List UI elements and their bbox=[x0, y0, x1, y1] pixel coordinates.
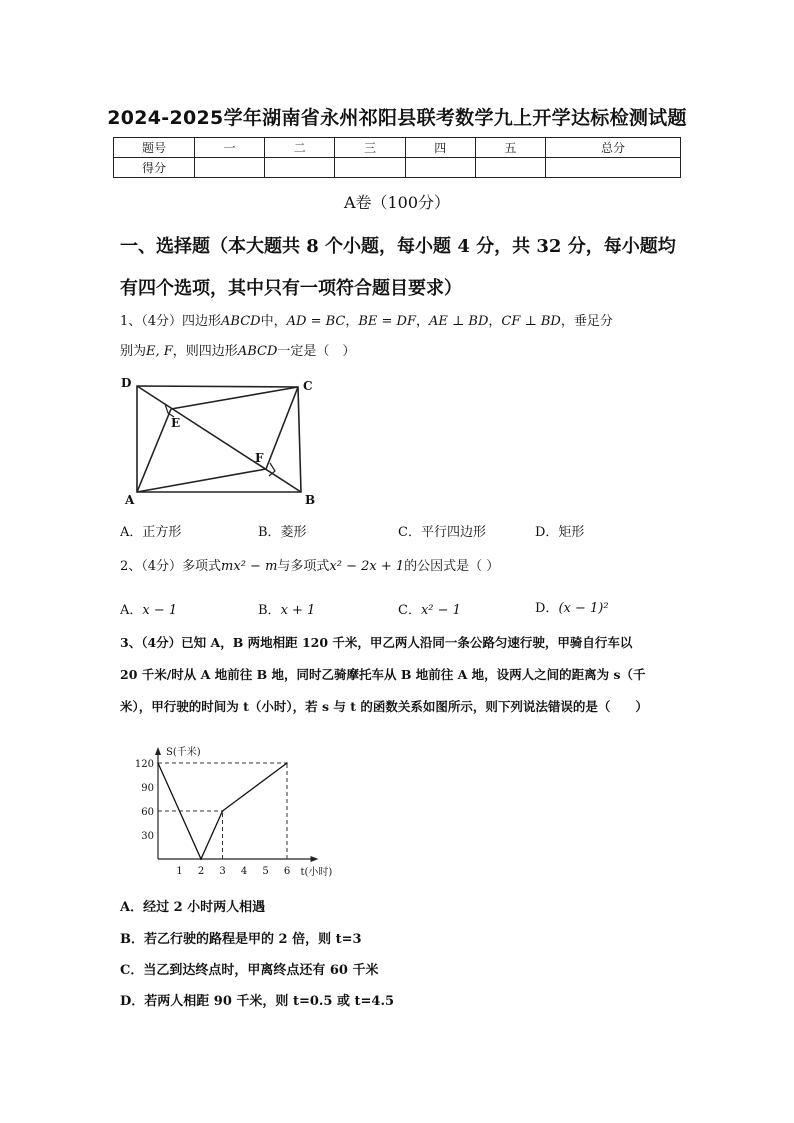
score-input-cell[interactable] bbox=[335, 158, 405, 178]
score-input-cell[interactable] bbox=[546, 158, 681, 178]
score-table bbox=[113, 137, 681, 178]
q2-poly2: x² − 2x + 1 bbox=[329, 559, 405, 574]
y-tick-label: 90 bbox=[141, 783, 154, 794]
q3-option-c[interactable]: C．当乙到达终点时，甲离终点还有 60 千米 bbox=[120, 963, 379, 978]
q1-segment-cf bbox=[266, 387, 298, 469]
y-axis-arrow bbox=[155, 747, 161, 755]
q3-distance-time-chart bbox=[130, 728, 360, 886]
q1-option-b[interactable]: B．菱形 bbox=[258, 525, 307, 540]
q1-label-d: D bbox=[121, 376, 132, 390]
q1-segment-ec bbox=[171, 387, 298, 409]
q2-stem: 2、（4分）多项式mx² − m与多项式x² − 2x + 1的公因式是（ ） bbox=[120, 559, 500, 574]
score-cell: 四 bbox=[405, 138, 475, 158]
q1-label-a: A bbox=[125, 493, 135, 507]
q1-segment-af bbox=[137, 469, 266, 492]
x-tick-label: 6 bbox=[283, 866, 291, 877]
part1-heading-line2: 有四个选项，其中只有一项符合题目要求） bbox=[120, 278, 462, 299]
y-axis-label: S(千米) bbox=[166, 747, 201, 758]
x-tick-label: 2 bbox=[197, 866, 205, 877]
part1-heading-line1: 一、选择题（本大题共 8 个小题，每小题 4 分，共 32 分，每小题均 bbox=[120, 236, 676, 257]
q1-option-c[interactable]: C．平行四边形 bbox=[398, 525, 486, 540]
q2-poly1: mx² − m bbox=[221, 559, 278, 574]
x-tick-label: 5 bbox=[262, 866, 269, 877]
x-axis-label: t(小时) bbox=[300, 867, 333, 878]
page-title: 2024-2025学年湖南省永州祁阳县联考数学九上开学达标检测试题 bbox=[107, 107, 687, 129]
series-point bbox=[200, 858, 202, 860]
y-tick-label: 60 bbox=[141, 807, 154, 818]
q1-label-e: E bbox=[171, 416, 181, 430]
score-input-cell[interactable] bbox=[475, 158, 545, 178]
score-cell: 二 bbox=[265, 138, 335, 158]
q3-line3: 米），甲行驶的时间为 t（小时），若 s 与 t 的函数关系如图所示，则下列说法错误的是（ ） bbox=[120, 699, 648, 714]
q2-option-b[interactable]: B．x + 1 bbox=[258, 603, 316, 618]
q1-line1: 1、（4分）四边形ABCD中，AD = BC，BE = DF，AE ⊥ BD，CF ⊥ BD，垂足分 bbox=[120, 314, 613, 329]
q2-option-c[interactable]: C．x² − 1 bbox=[398, 603, 461, 618]
score-input-cell[interactable] bbox=[405, 158, 475, 178]
q1-line2: 别为E, F，则四边形ABCD一定是（ ） bbox=[120, 344, 356, 359]
q1-label-f: F bbox=[255, 451, 264, 465]
q1-option-a[interactable]: A．正方形 bbox=[120, 525, 182, 540]
series-point bbox=[222, 810, 224, 812]
score-cell: 三 bbox=[335, 138, 405, 158]
score-label: 得分 bbox=[114, 158, 195, 178]
score-cell: 题号 bbox=[114, 138, 195, 158]
score-table-score-row bbox=[114, 158, 681, 178]
q1-label-c: C bbox=[303, 379, 313, 393]
x-tick-label: 3 bbox=[219, 866, 226, 877]
x-tick-label: 4 bbox=[240, 866, 248, 877]
q3-option-a[interactable]: A．经过 2 小时两人相遇 bbox=[120, 900, 266, 915]
score-cell: 五 bbox=[475, 138, 545, 158]
series-point bbox=[286, 762, 288, 764]
q1-segment-ae bbox=[137, 409, 171, 492]
q1-diagonal-bd bbox=[137, 386, 301, 492]
y-tick-label: 120 bbox=[134, 759, 154, 770]
q1-label-b: B bbox=[305, 493, 316, 507]
q1-abcd: ABCD bbox=[221, 314, 261, 329]
q1-quadrilateral-figure bbox=[115, 372, 325, 512]
score-input-cell[interactable] bbox=[195, 158, 265, 178]
q2-option-a[interactable]: A．x − 1 bbox=[120, 603, 178, 618]
y-tick-label: 30 bbox=[141, 831, 154, 842]
q1-option-d[interactable]: D．矩形 bbox=[535, 525, 585, 540]
score-cell: 一 bbox=[195, 138, 265, 158]
section-a-title: A卷（100分） bbox=[343, 193, 451, 212]
score-table-header-row bbox=[114, 138, 681, 158]
q3-line1: 3、（4分）已知 A，B 两地相距 120 千米，甲乙两人沿同一条公路匀速行驶，甲骑自行车以 bbox=[120, 635, 633, 650]
q2-option-d[interactable]: D．(x − 1)² bbox=[535, 601, 609, 616]
x-axis-arrow bbox=[311, 856, 319, 862]
q3-line2: 20 千米/时从 A 地前往 B 地，同时乙骑摩托车从 B 地前往 A 地，设两人之间的距离为 s（千 bbox=[120, 667, 646, 682]
x-tick-label: 1 bbox=[176, 866, 183, 877]
q3-option-b[interactable]: B．若乙行驶的路程是甲的 2 倍，则 t=3 bbox=[120, 932, 362, 947]
q3-option-d[interactable]: D．若两人相距 90 千米，则 t=0.5 或 t=4.5 bbox=[120, 994, 395, 1009]
score-input-cell[interactable] bbox=[265, 158, 335, 178]
score-cell: 总分 bbox=[546, 138, 681, 158]
series-point bbox=[157, 762, 159, 764]
